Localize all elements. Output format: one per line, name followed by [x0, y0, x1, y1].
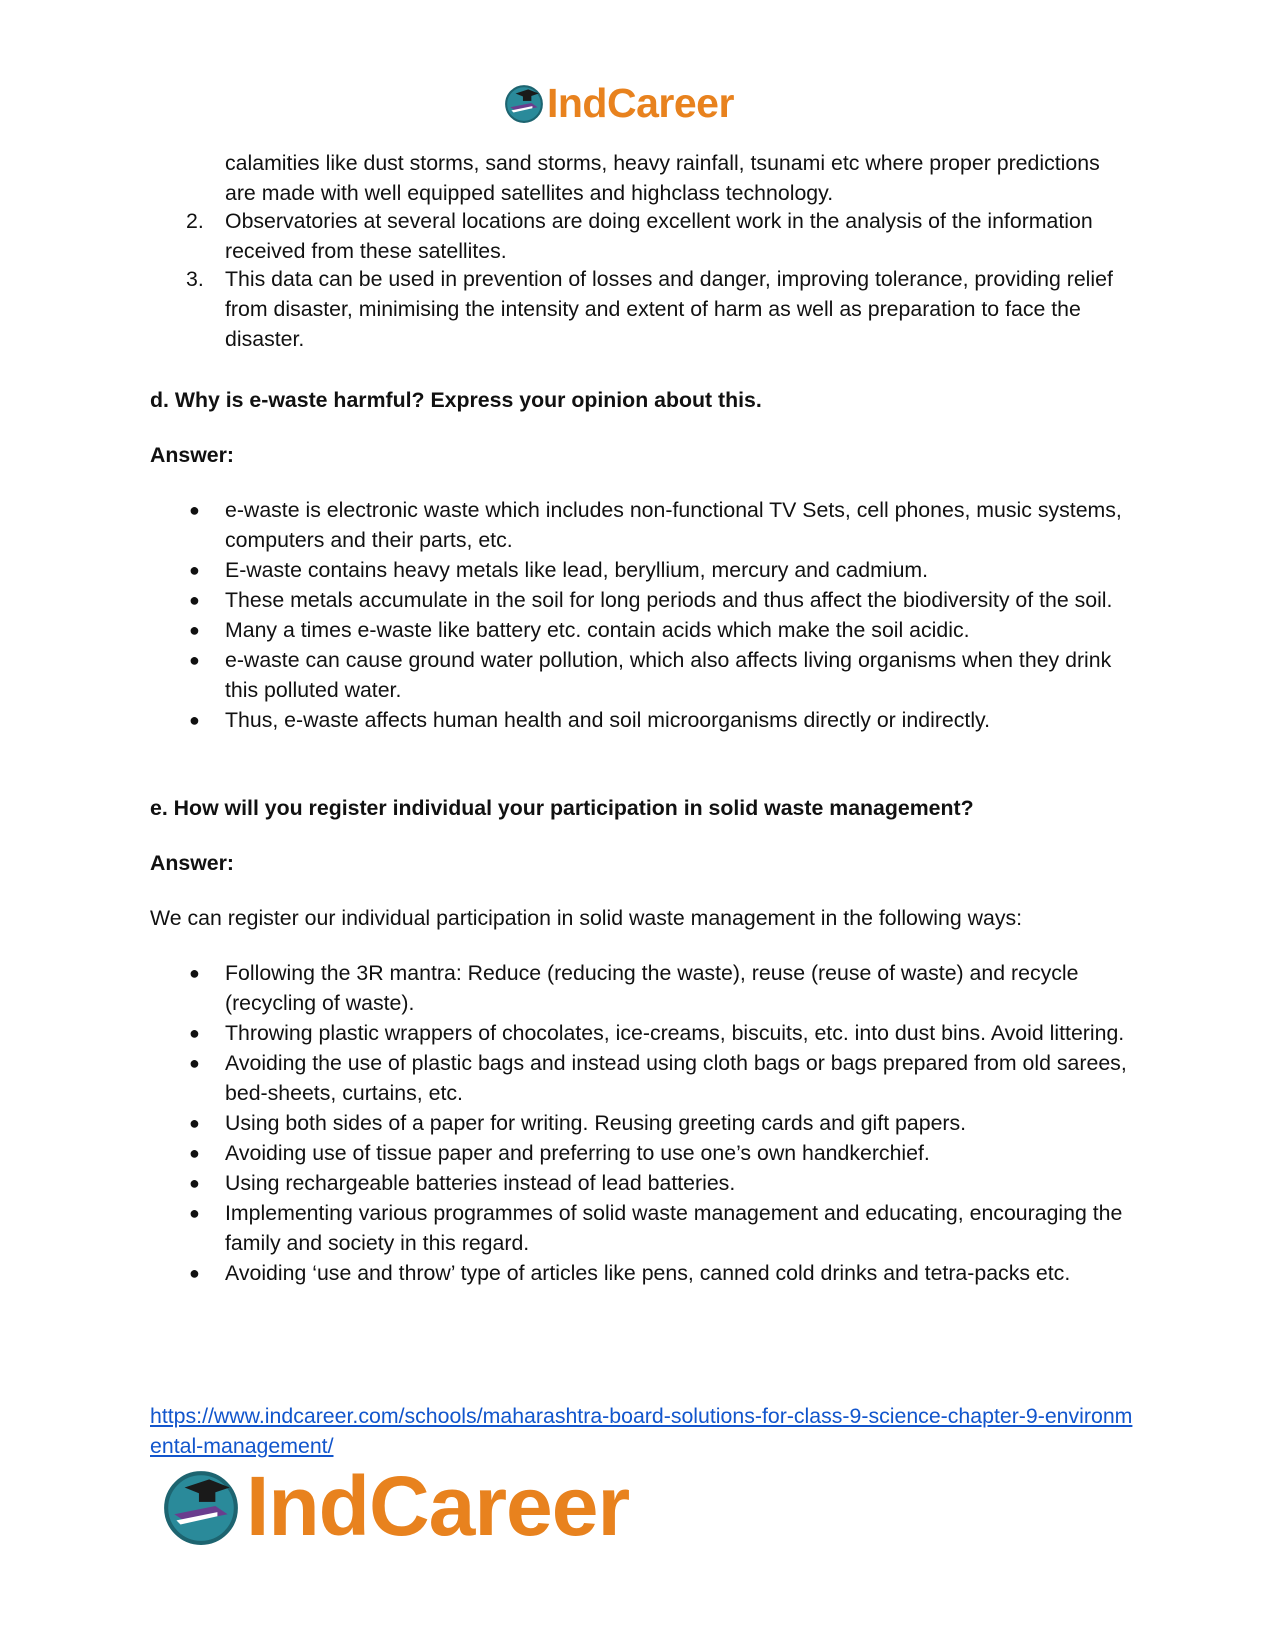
bullet-icon: ● — [189, 1203, 200, 1223]
bullet-icon: ● — [189, 620, 200, 640]
list-item: ● Using both sides of a paper for writing. Reusing greeting cards and gift papers. — [150, 1108, 1135, 1138]
bullet-list — [150, 495, 1135, 735]
answer-intro: We can register our individual participation in solid waste management in the following ways: — [150, 906, 1023, 930]
logo-wordmark: IndCareer — [547, 79, 734, 126]
bullet-icon: ● — [189, 1143, 200, 1163]
item-number: 2. — [186, 209, 204, 233]
bullet-icon: ● — [189, 1113, 200, 1133]
bullet-icon: ● — [189, 963, 200, 983]
list-item: ● These metals accumulate in the soil for long periods and thus affect the biodiversity of the soil. — [150, 585, 1135, 615]
list-item: ● E-waste contains heavy metals like lead, beryllium, mercury and cadmium. — [150, 555, 1135, 585]
list-item: ● Avoiding the use of plastic bags and instead using cloth bags or bags prepared from old sarees, bed-sheets, curtains, etc. — [150, 1048, 1135, 1108]
logo-wordmark: IndCareer — [246, 1458, 630, 1553]
bullet-icon: ● — [189, 1053, 200, 1073]
bullet-icon: ● — [189, 1263, 200, 1283]
graduation-book-icon — [503, 82, 545, 124]
source-link[interactable]: https://www.indcareer.com/schools/maharashtra-board-solutions-for-class-9-science-chapter-9-environmental-management/ — [150, 1404, 1133, 1458]
bullet-icon: ● — [189, 650, 200, 670]
list-item: ● Avoiding use of tissue paper and preferring to use one’s own handkerchief. — [150, 1138, 1135, 1168]
list-item: ● Many a times e-waste like battery etc. contain acids which make the soil acidic. — [150, 615, 1135, 645]
list-item: ● Implementing various programmes of solid waste management and educating, encouraging the family and society in this regard. — [150, 1198, 1135, 1258]
list-item-continuation: calamities like dust storms, sand storms, heavy rainfall, tsunami etc where proper predictions are made with well equipped satellites and highclass technology. — [225, 151, 1100, 205]
item-number: 3. — [186, 267, 204, 291]
list-item: ● Throwing plastic wrappers of chocolates, ice-creams, biscuits, etc. into dust bins. Avoid littering. — [150, 1018, 1135, 1048]
bullet-icon: ● — [189, 1173, 200, 1193]
bullet-icon: ● — [189, 1023, 200, 1043]
header-logo — [503, 80, 734, 126]
list-item: ● Following the 3R mantra: Reduce (reducing the waste), reuse (reuse of waste) and recycle (recycling of waste). — [150, 958, 1135, 1018]
list-item: ● Avoiding ‘use and throw’ type of articles like pens, canned cold drinks and tetra-packs etc. — [150, 1258, 1135, 1288]
list-item: ● Using rechargeable batteries instead of lead batteries. — [150, 1168, 1135, 1198]
footer-logo — [160, 1458, 630, 1553]
answer-label: Answer: — [150, 851, 235, 875]
question-heading: e. How will you register individual your participation in solid waste management? — [150, 796, 974, 820]
item-text: This data can be used in prevention of losses and danger, improving tolerance, providing relief from disaster, minimising the intensity and extent of harm as well as preparation to face the disaster. — [225, 267, 1113, 351]
bullet-icon: ● — [189, 710, 200, 730]
list-item: ● e-waste can cause ground water pollution, which also affects living organisms when they drink this polluted water. — [150, 645, 1135, 705]
list-item: ● e-waste is electronic waste which includes non-functional TV Sets, cell phones, music systems, computers and their parts, etc. — [150, 495, 1135, 555]
item-text: Observatories at several locations are doing excellent work in the analysis of the information received from these satellites. — [225, 209, 1093, 263]
bullet-list — [150, 958, 1135, 1288]
graduation-book-icon — [160, 1465, 242, 1547]
answer-label: Answer: — [150, 443, 235, 467]
list-item: ● Thus, e-waste affects human health and soil microorganisms directly or indirectly. — [150, 705, 1135, 735]
bullet-icon: ● — [189, 500, 200, 520]
question-heading: d. Why is e-waste harmful? Express your opinion about this. — [150, 388, 762, 412]
bullet-icon: ● — [189, 560, 200, 580]
bullet-icon: ● — [189, 590, 200, 610]
